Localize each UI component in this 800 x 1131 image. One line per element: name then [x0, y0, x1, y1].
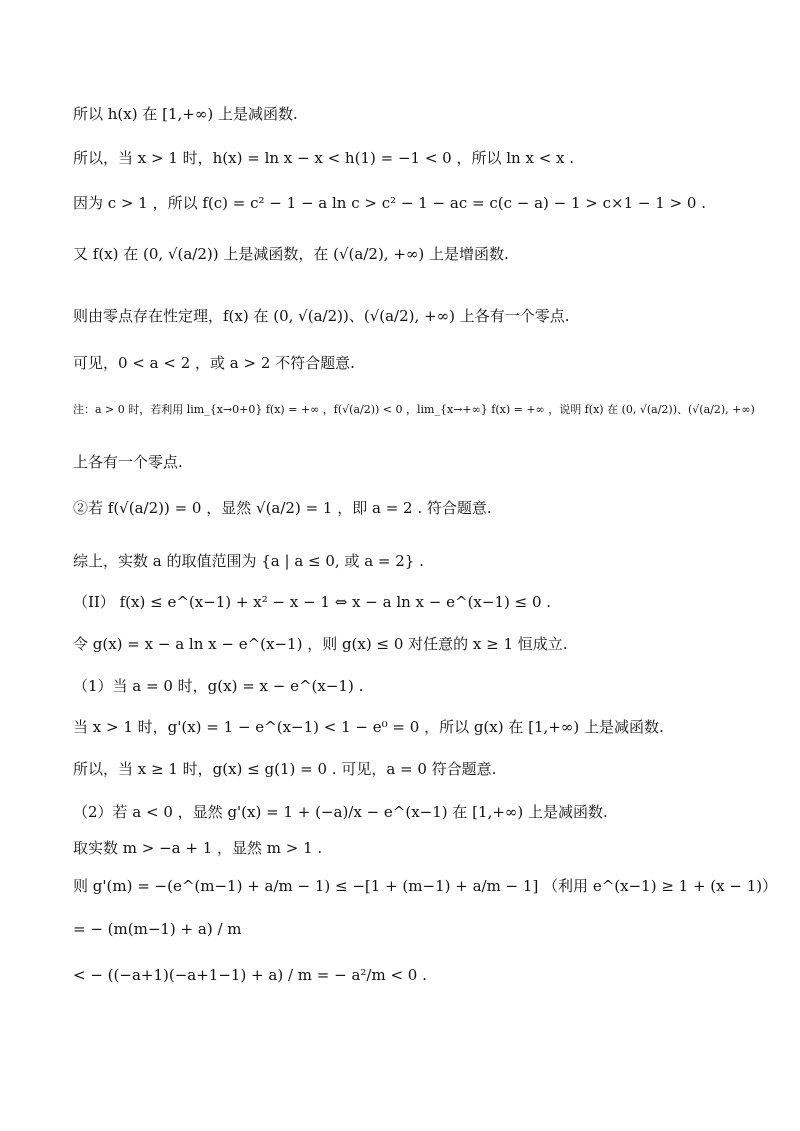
- text-line-2: 所以，当 x > 1 时，h(x) = ln x − x < h(1) = −1 < 0 ，所以 ln x < x .: [73, 149, 575, 167]
- text-line-19: = − (m(m−1) + a) / m: [73, 920, 242, 938]
- text-line-16: （2）若 a < 0 ，显然 g'(x) = 1 + (−a)/x − e^(x−1) 在 [1,+∞) 上是减函数.: [73, 803, 608, 821]
- text-line-18: 则 g'(m) = −(e^(m−1) + a/m − 1) ≤ −[1 + (m−1) + a/m − 1] （利用 e^(x−1) ≥ 1 + (x − 1)）: [73, 877, 778, 895]
- text-line-6: 可见，0 < a < 2 ，或 a > 2 不符合题意.: [73, 354, 355, 372]
- text-line-17: 取实数 m > −a + 1 ，显然 m > 1 .: [73, 839, 323, 857]
- text-line-20: < − ((−a+1)(−a+1−1) + a) / m = − a²/m < 0 .: [73, 966, 427, 984]
- text-line-10: 综上，实数 a 的取值范围为 {a | a ≤ 0, 或 a = 2} .: [73, 552, 424, 570]
- text-line-15: 所以，当 x ≥ 1 时，g(x) ≤ g(1) = 0 . 可见，a = 0 符合题意.: [73, 760, 497, 778]
- text-line-11: （II） f(x) ≤ e^(x−1) + x² − x − 1 ⇔ x − a ln x − e^(x−1) ≤ 0 .: [73, 593, 552, 611]
- text-line-14: 当 x > 1 时，g'(x) = 1 − e^(x−1) < 1 − e⁰ = 0 ，所以 g(x) 在 [1,+∞) 上是减函数.: [73, 718, 664, 736]
- text-line-13: （1）当 a = 0 时，g(x) = x − e^(x−1) .: [73, 677, 364, 695]
- text-line-9: ②若 f(√(a/2)) = 0 ，显然 √(a/2) = 1 ，即 a = 2 . 符合题意.: [73, 499, 492, 517]
- text-line-4: 又 f(x) 在 (0, √(a/2)) 上是减函数，在 (√(a/2), +∞) 上是增函数.: [73, 245, 509, 263]
- text-line-12: 令 g(x) = x − a ln x − e^(x−1) ，则 g(x) ≤ 0 对任意的 x ≥ 1 恒成立.: [73, 635, 568, 653]
- text-line-8: 上各有一个零点.: [73, 453, 183, 471]
- text-line-7: 注：a > 0 时，若利用 lim_{x→0+0} f(x) = +∞ ，f(√(a/2)) < 0 ，lim_{x→+∞} f(x) = +∞ ，说明 f(x) 在 (0, √(a/2))、(√(a/2), +∞): [73, 403, 755, 416]
- text-line-3: 因为 c > 1 ，所以 f(c) = c² − 1 − a ln c > c² − 1 − ac = c(c − a) − 1 > c×1 − 1 > 0 .: [73, 194, 706, 212]
- text-line-1: 所以 h(x) 在 [1,+∞) 上是减函数.: [73, 105, 298, 123]
- text-line-5: 则由零点存在性定理，f(x) 在 (0, √(a/2))、(√(a/2), +∞) 上各有一个零点.: [73, 307, 570, 325]
